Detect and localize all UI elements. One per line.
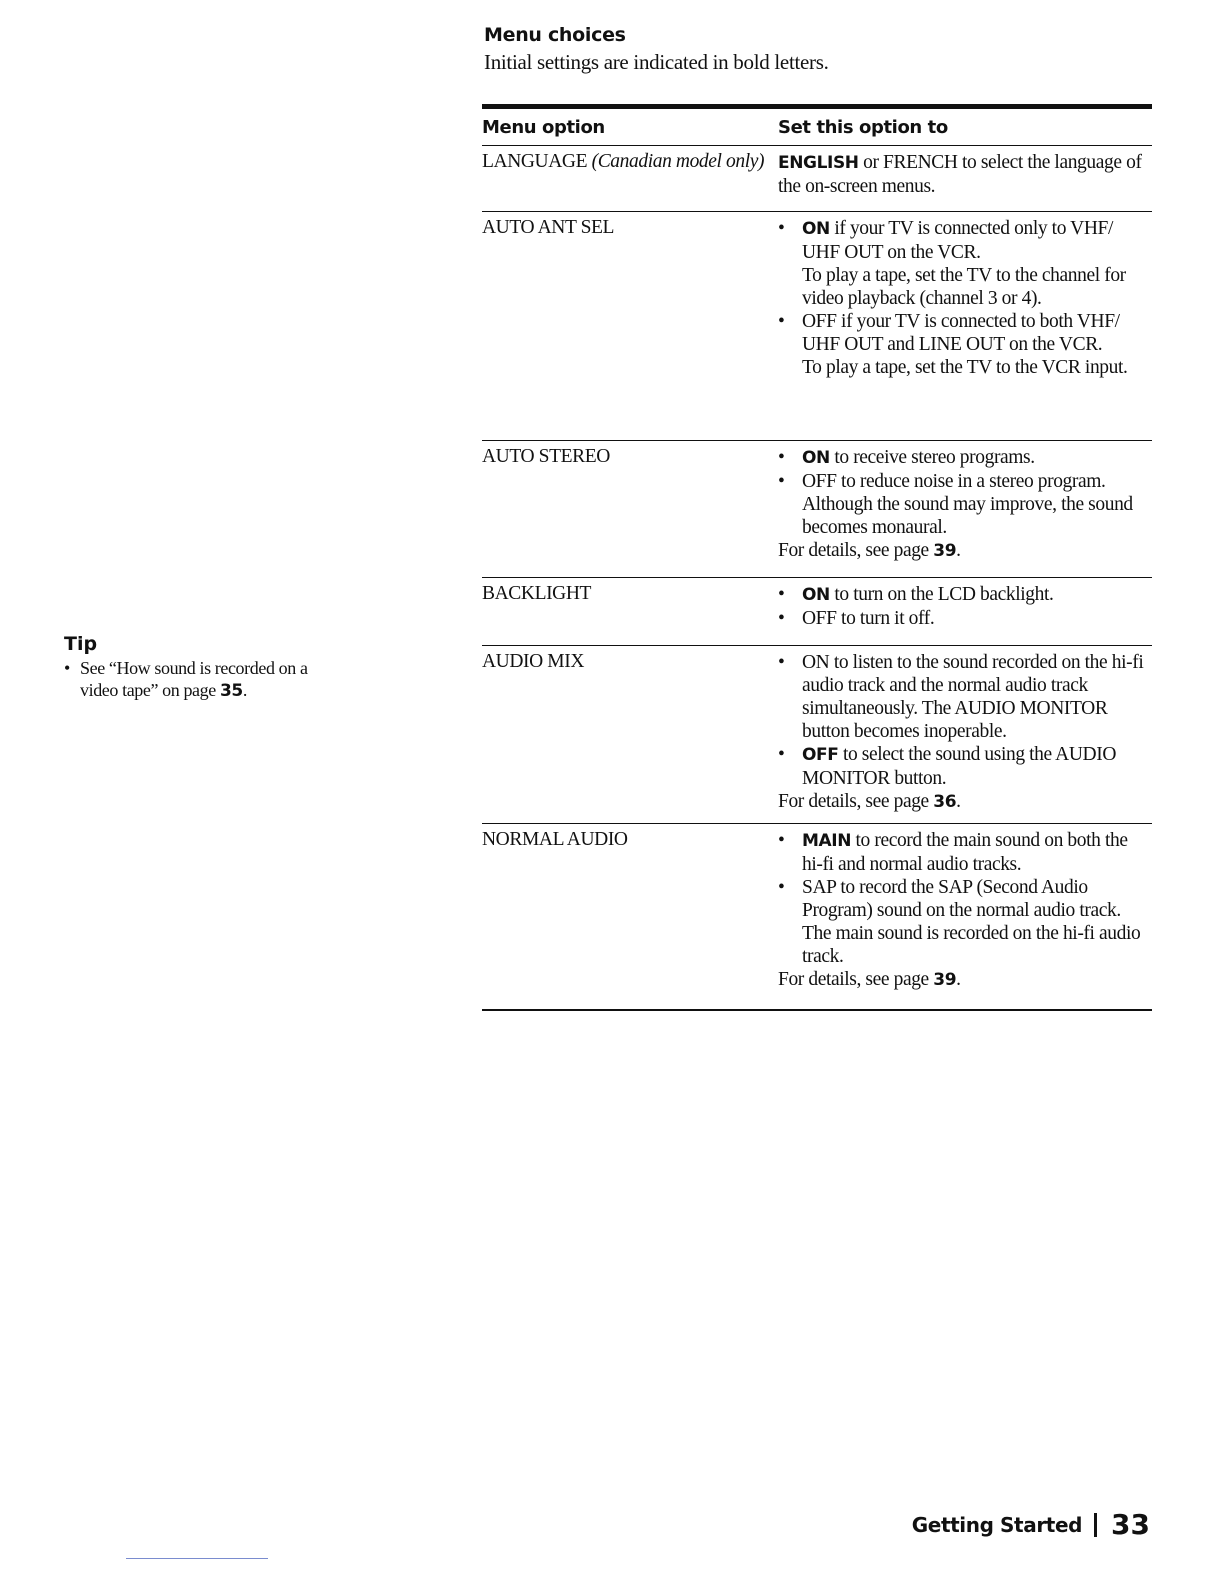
header-menu-option: Menu option: [482, 116, 605, 138]
table-row-audio-mix: [482, 646, 1152, 824]
list-item: [778, 446, 1146, 470]
period: .: [242, 680, 247, 700]
initial-setting: ON: [802, 448, 830, 468]
table-row-language: [482, 146, 1152, 212]
period: .: [956, 969, 961, 990]
setting-cell: [778, 824, 1152, 1009]
page-reference: 39: [933, 970, 957, 990]
option-cell: [482, 824, 778, 1009]
list-item: [778, 607, 1146, 630]
page-reference: 39: [933, 541, 957, 561]
option-name: AUTO STEREO: [482, 446, 610, 467]
setting-cell: [778, 578, 1152, 645]
setting-text: OFF if your TV is connected to both VHF/ UHF OUT and LINE OUT on the VCR.: [802, 311, 1120, 355]
details-text: For details, see page: [778, 791, 934, 812]
initial-setting: ON: [802, 585, 830, 605]
option-cell: [482, 146, 778, 211]
setting-cell: [778, 146, 1152, 211]
initial-setting: MAIN: [802, 831, 852, 851]
setting-cell: [778, 646, 1152, 823]
setting-note: To play a tape, set the TV to the VCR input.: [802, 357, 1128, 378]
option-cell: [482, 646, 778, 823]
bottom-rule: [126, 1558, 268, 1559]
option-name: LANGUAGE: [482, 151, 588, 172]
section-heading: Menu choices: [484, 24, 626, 46]
table-row-auto-ant-sel: [482, 212, 1152, 441]
list-item: [778, 743, 1146, 790]
footer-divider: [1094, 1513, 1097, 1537]
footer-section-title: Getting Started: [911, 1512, 1083, 1537]
section-subheading: Initial settings are indicated in bold letters.: [484, 50, 829, 74]
setting-text: OFF to turn it off.: [802, 608, 935, 629]
option-cell: [482, 212, 778, 440]
details-reference: [778, 539, 1146, 563]
page-number: 33: [1111, 1508, 1150, 1541]
header-set-option: Set this option to: [778, 116, 948, 138]
option-name: BACKLIGHT: [482, 583, 592, 604]
table-header-row: [482, 109, 1152, 146]
option-cell: [482, 441, 778, 577]
table-row-normal-audio: [482, 824, 1152, 1009]
tip-text: See “How sound is recorded on a video tape” on page: [80, 658, 308, 700]
initial-setting: ENGLISH: [778, 153, 859, 173]
list-item: [778, 829, 1146, 876]
list-item: [778, 470, 1146, 539]
list-item: [778, 310, 1146, 379]
list-item: [778, 217, 1146, 310]
menu-choices-table: [482, 104, 1152, 1011]
initial-setting: ON: [802, 219, 830, 239]
setting-text: if your TV is connected only to VHF/ UHF OUT on the VCR.: [802, 218, 1113, 263]
page-footer: [912, 1508, 1150, 1541]
setting-text: to receive stereo programs.: [829, 447, 1035, 468]
option-cell: [482, 578, 778, 645]
tip-title: Tip: [64, 633, 98, 655]
page-reference: 36: [933, 792, 957, 812]
setting-text: or FRENCH to select the language of the on-screen menus.: [778, 152, 1142, 197]
list-item: [64, 657, 324, 702]
tip-body: [64, 657, 324, 702]
setting-note: To play a tape, set the TV to the channel for video playback (channel 3 or 4).: [802, 265, 1126, 309]
option-name: NORMAL AUDIO: [482, 829, 628, 850]
list-item: [778, 651, 1146, 743]
table-row-auto-stereo: [482, 441, 1152, 578]
table-row-backlight: [482, 578, 1152, 646]
setting-text: to turn on the LCD backlight.: [829, 584, 1054, 605]
page-reference: 35: [219, 681, 243, 701]
option-note: (Canadian model only): [591, 151, 765, 172]
details-text: For details, see page: [778, 969, 934, 990]
setting-text: ON to listen to the sound recorded on the hi-fi audio track and the normal audio track simultaneously. The AUDIO MONITOR button becomes inoperable.: [802, 652, 1144, 742]
option-name: AUTO ANT SEL: [482, 217, 615, 238]
setting-text: SAP to record the SAP (Second Audio Program) sound on the normal audio track. The main sound is recorded on the hi-fi audio track.: [802, 877, 1141, 967]
setting-text: OFF to reduce noise in a stereo program. Although the sound may improve, the sound becomes monaural.: [802, 471, 1133, 538]
details-reference: [778, 790, 1146, 814]
details-text: For details, see page: [778, 540, 934, 561]
details-reference: [778, 968, 1146, 992]
list-item: [778, 876, 1146, 968]
initial-setting: OFF: [802, 745, 839, 765]
list-item: [778, 583, 1146, 607]
period: .: [956, 791, 961, 812]
period: .: [956, 540, 961, 561]
option-name: AUDIO MIX: [482, 651, 585, 672]
setting-text: to record the main sound on both the hi-fi and normal audio tracks.: [802, 830, 1128, 875]
setting-cell: [778, 212, 1152, 440]
setting-text: to select the sound using the AUDIO MONITOR button.: [802, 744, 1117, 789]
setting-cell: [778, 441, 1152, 577]
